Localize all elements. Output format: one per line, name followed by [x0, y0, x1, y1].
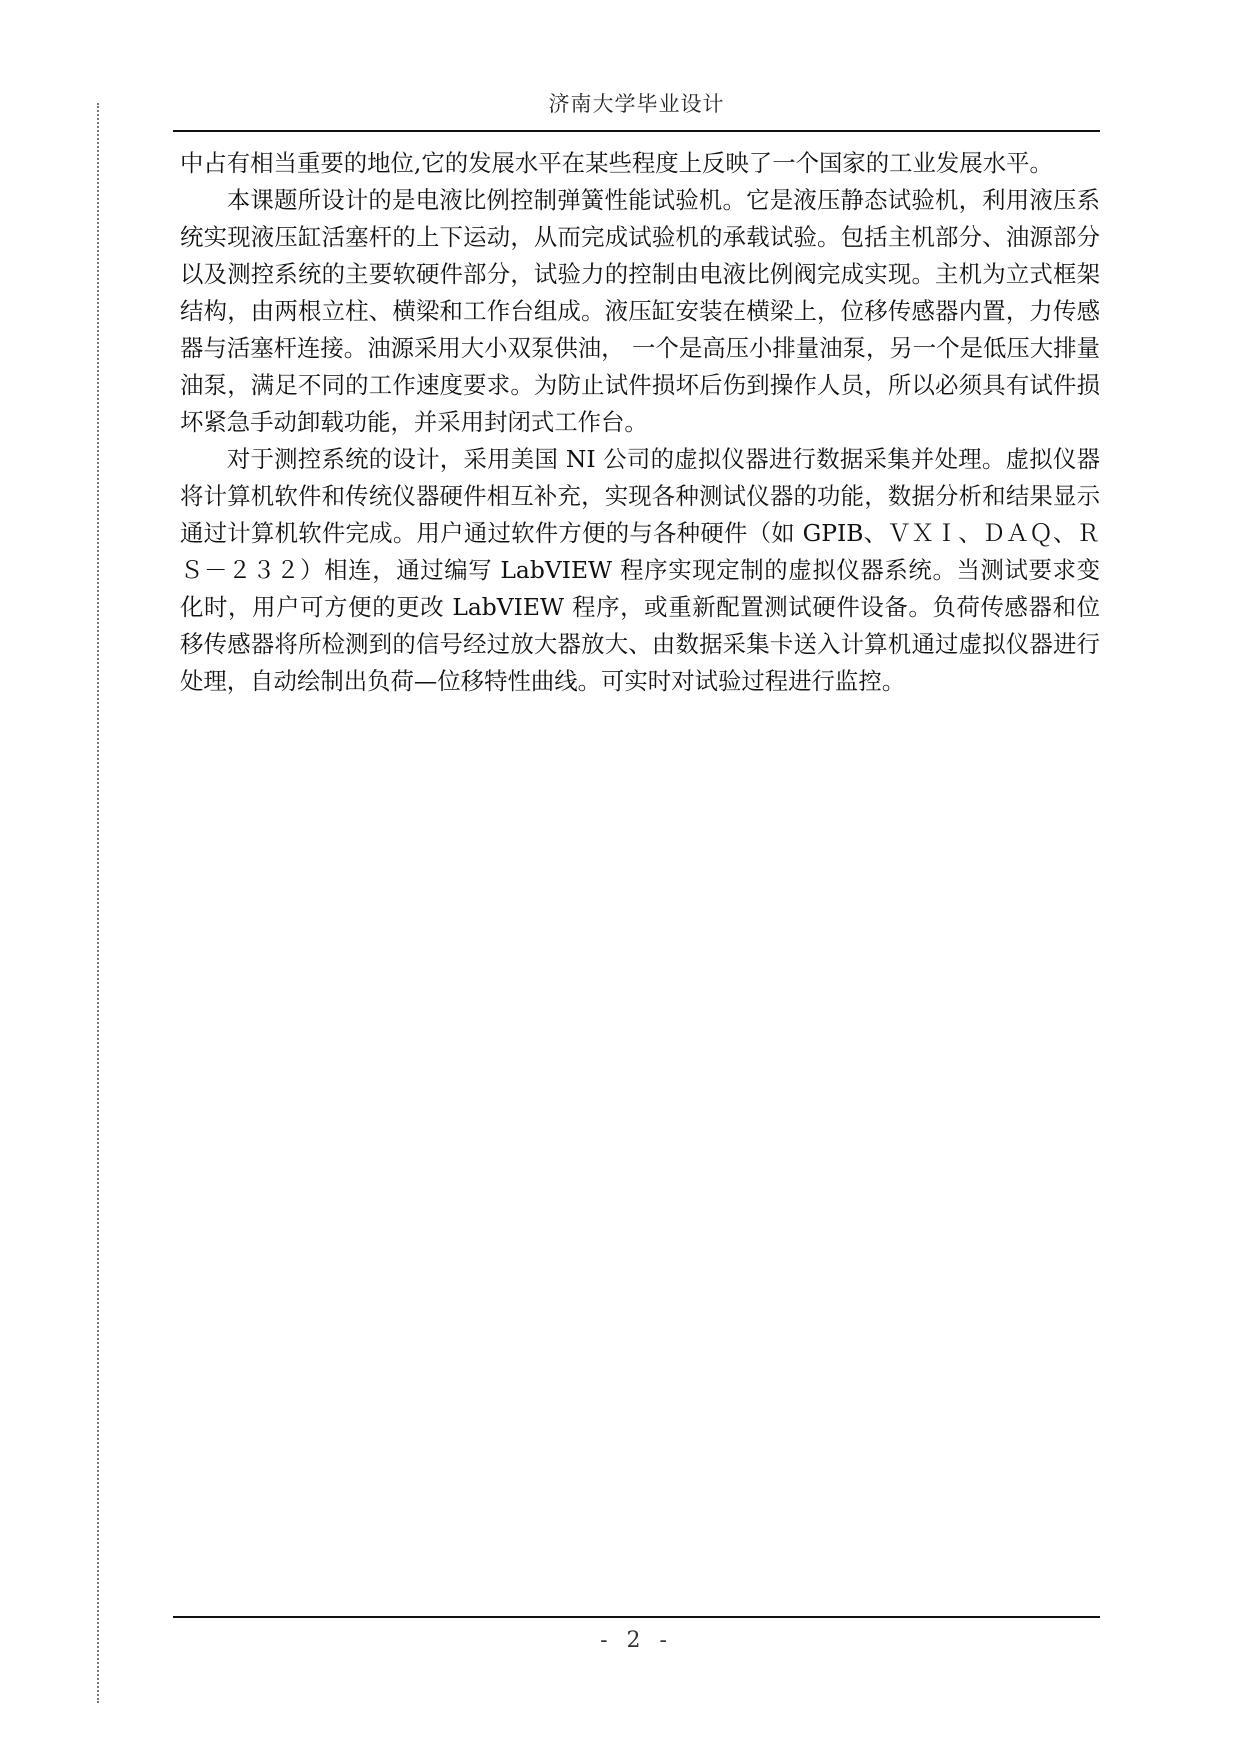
header-divider [173, 130, 1100, 132]
paragraph-machine-design: 本课题所设计的是电液比例控制弹簧性能试验机。它是液压静态试验机，利用液压系统实现液压缸活塞杆的上下运动，从而完成试验机的承载试验。包括主机部分、油源部分以及测控系统的主要软硬件部分，试验力的控制由电液比例阀完成实现。主机为立式框架结构，由两根立柱、横梁和工作台组成。液压缸安装在横梁上，位移传感器内置，力传感器与活塞杆连接。油源采用大小双泵供油， 一个是高压小排量油泵，另一个是低压大排量油泵，满足不同的工作速度要求。为防止试件损坏后伤到操作人员，所以必须具有试件损坏紧急手动卸载功能，并采用封闭式工作台。 [180, 186, 1100, 436]
binding-margin-line [97, 103, 99, 1703]
paragraph-measurement-system: 对于测控系统的设计，采用美国 NI 公司的虚拟仪器进行数据采集并处理。虚拟仪器将计算机软件和传统仪器硬件相互补充，实现各种测试仪器的功能，数据分析和结果显示通过计算机软件完成。用户通过软件方便的与各种硬件（如 GPIB、ＶＸＩ、ＤＡＱ、ＲＳ－２３２）相连，通过编写 LabVIEW 程序实现定制的虚拟仪器系统。当测试要求变化时，用户可方便的更改 LabVIEW 程序，或重新配置测试硬件设备。负荷传感器和位移传感器将所检测到的信号经过放大器放大、由数据采集卡送入计算机通过虚拟仪器进行处理，自动绘制出负荷—位移特性曲线。可实时对试验过程进行监控。 [180, 445, 1100, 695]
paragraph-continuation: 中占有相当重要的地位,它的发展水平在某些程度上反映了一个国家的工业发展水平。 [180, 149, 1053, 177]
page-number: - 2 - [600, 1628, 673, 1653]
footer-divider [173, 1616, 1100, 1618]
page-header-title: 济南大学毕业设计 [548, 92, 725, 116]
document-body [180, 145, 1100, 700]
